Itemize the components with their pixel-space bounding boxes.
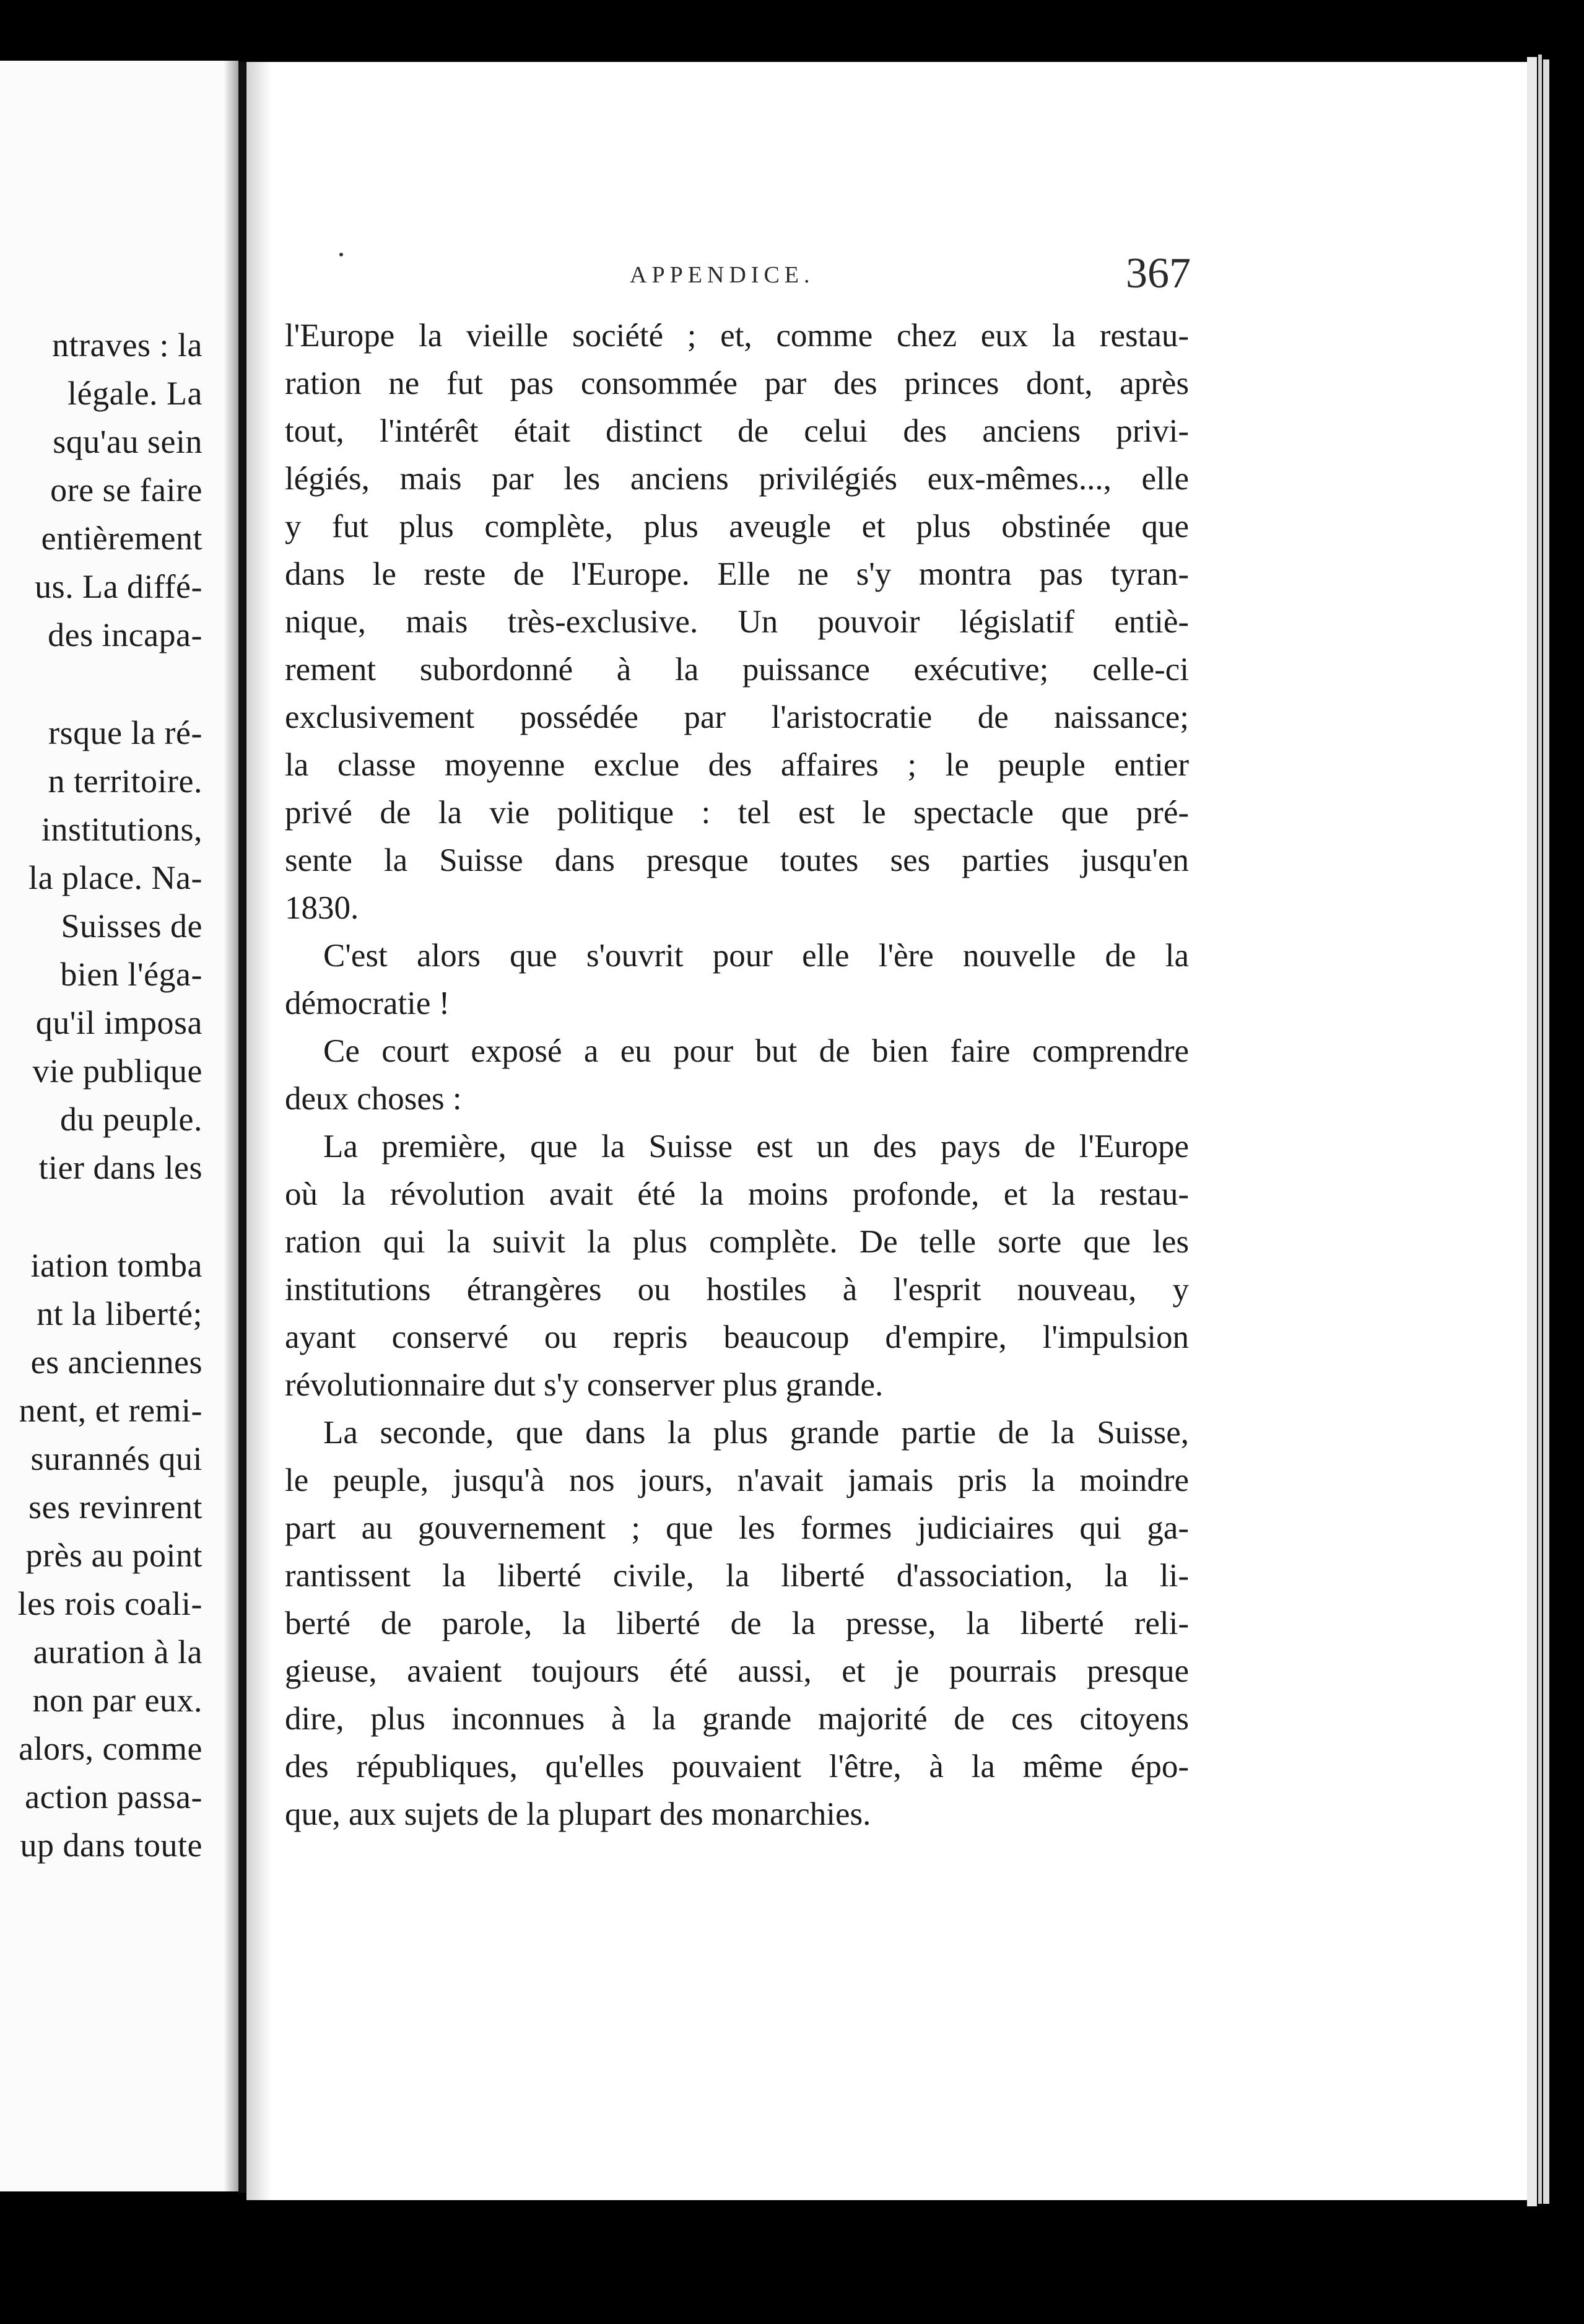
page-number: 367: [1126, 250, 1191, 297]
left-gutter-shadow: [224, 61, 238, 2191]
left-page-line: rsque la ré-: [48, 714, 202, 751]
text-line: gieuse, avaient toujours été aussi, et je pourrais presque: [285, 1653, 1189, 1689]
text-line: ayant conservé ou repris beaucoup d'empire, l'impulsion: [285, 1319, 1189, 1355]
text-line: institutions étrangères ou hostiles à l'esprit nouveau, y: [285, 1272, 1189, 1308]
text-line: y fut plus complète, plus aveugle et plus obstinée que: [285, 509, 1189, 544]
text-line: démocratie !: [285, 985, 450, 1021]
text-line: des républiques, qu'elles pouvaient l'être, à la même épo-: [285, 1749, 1189, 1784]
text-line: exclusivement possédée par l'aristocratie de naissance;: [285, 699, 1189, 735]
text-line: dire, plus inconnues à la grande majorité de ces citoyens: [285, 1701, 1189, 1737]
left-page-line: entièrement: [41, 520, 202, 557]
ink-speck: [339, 253, 343, 256]
text-line: l'Europe la vieille société ; et, comme chez eux la restau-: [285, 318, 1189, 354]
left-page-line: alors, comme: [19, 1730, 202, 1767]
text-line: tout, l'intérêt était distinct de celui des anciens privi-: [285, 413, 1189, 449]
text-line: que, aux sujets de la plupart des monarchies.: [285, 1796, 871, 1832]
page-edge: [1543, 59, 1549, 2204]
right-gutter-shadow: [246, 62, 271, 2200]
text-line: Ce court exposé a eu pour but de bien faire comprendre: [323, 1033, 1189, 1069]
text-line: où la révolution avait été la moins profonde, et la restau-: [285, 1176, 1189, 1212]
left-page-line: les rois coali-: [17, 1585, 202, 1622]
page-edge: [1527, 57, 1537, 2206]
text-line: dans le reste de l'Europe. Elle ne s'y montra pas tyran-: [285, 556, 1189, 592]
left-page-line: us. La diffé-: [35, 568, 202, 605]
text-line: berté de parole, la liberté de la presse, la liberté reli-: [285, 1605, 1189, 1641]
left-page-line: tier dans les: [38, 1149, 202, 1186]
left-page-line: nent, et remi-: [19, 1392, 202, 1429]
left-page-line: squ'au sein: [53, 423, 202, 460]
left-page-line: iation tomba: [30, 1247, 202, 1284]
text-line: privé de la vie politique : tel est le spectacle que pré-: [285, 795, 1189, 831]
left-page-line: non par eux.: [32, 1682, 202, 1719]
page-edge-rule: [1538, 55, 1542, 2204]
left-page-line: es anciennes: [30, 1343, 202, 1381]
text-line: La première, que la Suisse est un des pays de l'Europe: [323, 1129, 1189, 1164]
text-line: ration qui la suivit la plus complète. De telle sorte que les: [285, 1224, 1189, 1260]
running-head: APPENDICE.: [630, 262, 815, 288]
text-line: légiés, mais par les anciens privilégiés eux-mêmes..., elle: [285, 461, 1189, 497]
left-page-line: près au point: [25, 1537, 202, 1574]
text-line: ration ne fut pas consommée par des princes dont, après: [285, 365, 1189, 401]
left-page-line: auration à la: [33, 1633, 202, 1671]
left-page-line: n territoire.: [48, 762, 202, 800]
text-line: part au gouvernement ; que les formes judiciaires qui ga-: [285, 1510, 1189, 1546]
left-page-line: ore se faire: [50, 471, 202, 509]
text-line: sente la Suisse dans presque toutes ses parties jusqu'en: [285, 842, 1189, 878]
left-page-line: surannés qui: [30, 1440, 202, 1477]
text-line: deux choses :: [285, 1081, 462, 1117]
text-line: rement subordonné à la puissance exécutive; celle-ci: [285, 652, 1189, 688]
left-page-line: du peuple.: [60, 1101, 202, 1138]
left-page-line: ntraves : la: [52, 326, 202, 364]
left-page-line: bien l'éga-: [60, 956, 202, 993]
left-page-line: qu'il imposa: [35, 1004, 202, 1041]
text-line: rantissent la liberté civile, la liberté d'association, la li-: [285, 1558, 1189, 1594]
left-page-line: des incapa-: [48, 616, 202, 653]
text-line: le peuple, jusqu'à nos jours, n'avait jamais pris la moindre: [285, 1462, 1189, 1498]
left-page: [0, 61, 238, 2191]
left-page-line: Suisses de: [61, 907, 202, 945]
text-line: La seconde, que dans la plus grande partie de la Suisse,: [323, 1415, 1189, 1451]
text-line: C'est alors que s'ouvrit pour elle l'ère nouvelle de la: [323, 938, 1189, 974]
left-page-line: action passa-: [25, 1778, 202, 1815]
left-page-line: ses revinrent: [28, 1488, 202, 1526]
left-page-line: la place. Na-: [28, 859, 202, 896]
left-page-line: légale. La: [67, 375, 202, 412]
text-line: 1830.: [285, 890, 359, 926]
left-page-line: vie publique: [32, 1052, 202, 1090]
left-page-line: nt la liberté;: [37, 1295, 202, 1332]
text-line: nique, mais très-exclusive. Un pouvoir législatif entiè-: [285, 604, 1189, 640]
book-binding: [238, 62, 246, 2193]
left-page-line: institutions,: [41, 811, 202, 848]
right-page: [246, 62, 1527, 2200]
text-line: la classe moyenne exclue des affaires ; le peuple entier: [285, 747, 1189, 783]
left-page-line: up dans toute: [20, 1827, 202, 1864]
text-line: révolutionnaire dut s'y conserver plus grande.: [285, 1367, 884, 1403]
